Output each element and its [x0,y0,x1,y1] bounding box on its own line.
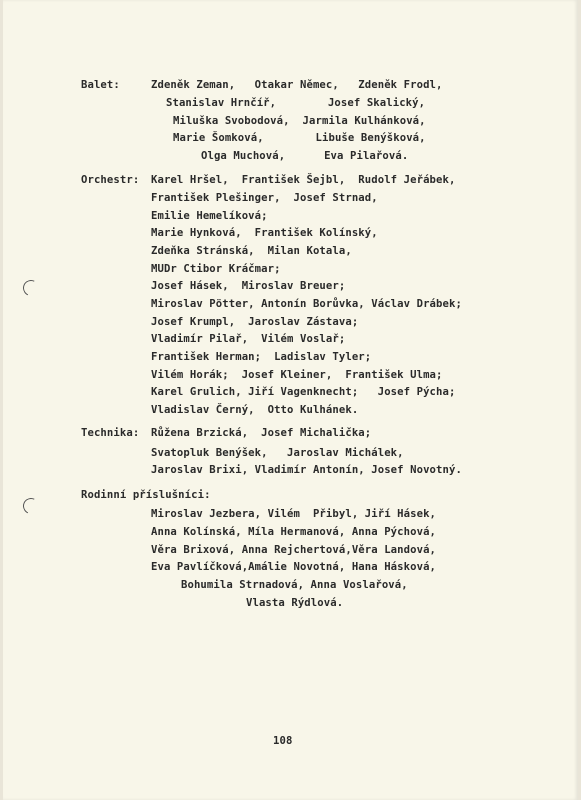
rodinni-line: Bohumila Strnadová, Anna Voslařová, [181,579,408,591]
orchestr-line: Emilie Hemelíková; [151,210,268,222]
technika-line: Růžena Brzická, Josef Michalička; [151,427,372,439]
rodinni-line: Miroslav Jezbera, Vilém Přibyl, Jiří Hásek, [151,508,437,520]
orchestr-line: Karel Grulich, Jiří Vagenknecht; Josef Pýcha; [151,386,456,398]
balet-line: Marie Šomková, Libuše Benýšková, [173,132,426,144]
balet-line: Miluška Svobodová, Jarmila Kulhánková, [173,115,426,127]
orchestr-line: Vladislav Černý, Otto Kulhánek. [151,404,359,416]
orchestr-line: Karel Hršel, František Šejbl, Rudolf Jeřábek, [151,174,456,186]
section-label-rodinni: Rodinní příslušníci: [81,489,211,501]
technika-line: Svatopluk Benýšek, Jaroslav Michálek, [151,447,404,459]
orchestr-line: Josef Hásek, Miroslav Breuer; [151,280,346,292]
rodinni-line: Vlasta Rýdlová. [246,597,344,609]
document-page [3,0,578,800]
rodinni-line: Věra Brixová, Anna Rejchertová,Věra Landová, [151,544,437,556]
rodinni-line: Eva Pavlíčková,Amálie Novotná, Hana Hásková, [151,561,437,573]
orchestr-line: Vladimír Pilař, Vilém Voslař; [151,333,346,345]
balet-line: Stanislav Hrnčíř, Josef Skalický, [166,97,426,109]
orchestr-line: Vilém Horák; Josef Kleiner, František Ulma; [151,369,443,381]
orchestr-line: František Herman; Ladislav Tyler; [151,351,372,363]
balet-line: Zdeněk Zeman, Otakar Němec, Zdeněk Frodl, [151,79,443,91]
orchestr-line: František Plešinger, Josef Strnad, [151,192,378,204]
orchestr-line: Miroslav Pötter, Antonín Borůvka, Václav Drábek; [151,298,462,310]
page-number: 108 [273,735,293,747]
section-label-balet: Balet: [81,79,120,91]
section-label-technika: Technika: [81,427,140,439]
rodinni-line: Anna Kolínská, Míla Hermanová, Anna Pýchová, [151,526,437,538]
balet-line: Olga Muchová, Eva Pilařová. [201,150,409,162]
orchestr-line: Josef Krumpl, Jaroslav Zástava; [151,316,359,328]
section-label-orchestr: Orchestr: [81,174,140,186]
punch-hole-mark [21,496,42,517]
orchestr-line: Zdeňka Stránská, Milan Kotala, [151,245,352,257]
technika-line: Jaroslav Brixi, Vladimír Antonín, Josef Novotný. [151,464,462,476]
orchestr-line: Marie Hynková, František Kolínský, [151,227,378,239]
orchestr-line: MUDr Ctibor Kráčmar; [151,263,281,275]
punch-hole-mark [21,278,42,299]
